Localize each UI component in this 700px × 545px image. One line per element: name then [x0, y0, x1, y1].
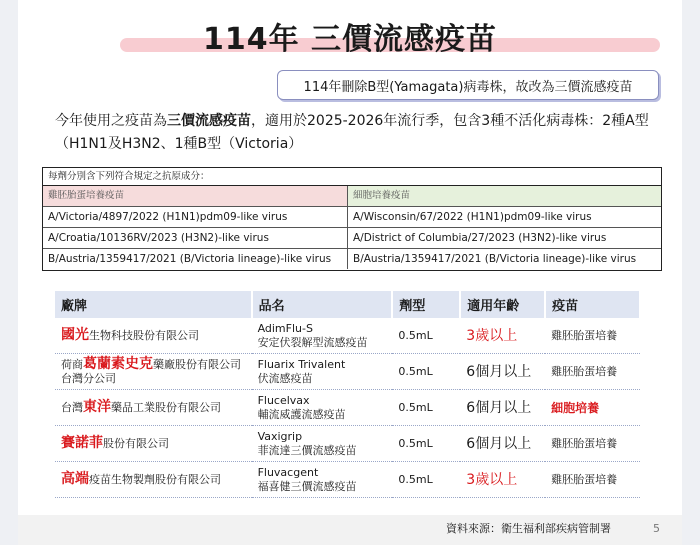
product-cell — [252, 462, 393, 498]
product-zh: 輔流威護流感疫苗 — [257, 407, 346, 421]
intro-text-1: 今年使用之疫苗為 — [55, 113, 167, 129]
vaccine-type-cell: 雞胚胎蛋培養 — [545, 462, 640, 498]
cell-column-header: 細胞培養疫苗 — [348, 186, 661, 207]
brand-highlight: 賽諾菲 — [61, 435, 103, 451]
dose-cell: 0.5mL — [392, 318, 460, 354]
brand-prefix: 荷商 — [61, 358, 83, 371]
intro-text-2: ，適用於2025-2026年流行季，包含3種不活化病毒株：2種A型（H1N1及H3N2、1種B型（Victoria） — [55, 113, 649, 152]
header-brand: 廠牌 — [55, 291, 252, 318]
age-cell: 6個月以上 — [460, 390, 545, 426]
table-row — [55, 318, 640, 354]
table-row — [55, 390, 640, 426]
product-zh: 福喜健三價流感疫苗 — [257, 479, 357, 493]
brand-cell — [55, 354, 252, 390]
header-dose: 劑型 — [392, 291, 460, 318]
egg-column-header: 雞胚胎蛋培養疫苗 — [43, 186, 348, 207]
strain-egg-cell: A/Victoria/4897/2022 (H1N1)pdm09-like virus — [43, 207, 348, 228]
strain-table — [42, 167, 662, 271]
brand-suffix: 疫苗生物製劑股份有限公司 — [89, 473, 221, 486]
brand-suffix: 股份有限公司 — [103, 437, 169, 450]
product-en: AdimFlu-S — [257, 321, 313, 335]
table-row — [55, 354, 640, 390]
table-row — [55, 426, 640, 462]
vaccine-type-cell: 雞胚胎蛋培養 — [545, 354, 640, 390]
strain-cell-cell: B/Austria/1359417/2021 (B/Victoria lineage)-like virus — [353, 253, 637, 265]
product-cell — [252, 354, 393, 390]
brand-highlight: 高端 — [61, 471, 89, 487]
brand-highlight: 東洋 — [83, 399, 111, 415]
product-cell — [252, 426, 393, 462]
left-margin — [0, 0, 18, 545]
brand-suffix: 藥廠股份有限公司台灣分公司 — [61, 358, 241, 385]
right-margin — [682, 0, 700, 545]
dose-cell: 0.5mL — [392, 426, 460, 462]
product-cell — [252, 390, 393, 426]
age-cell: 3歲以上 — [460, 462, 545, 498]
product-zh: 菲流達三價流感疫苗 — [257, 443, 357, 457]
age-cell: 3歲以上 — [460, 318, 545, 354]
product-cell — [252, 318, 393, 354]
brand-highlight: 葛蘭素史克 — [83, 356, 153, 372]
brand-cell — [55, 462, 252, 498]
page-number: 5 — [653, 522, 660, 535]
strain-egg-cell: A/Croatia/10136RV/2023 (H3N2)-like virus — [43, 228, 348, 249]
header-name: 品名 — [252, 291, 393, 318]
header-vaccine: 疫苗 — [545, 291, 640, 318]
vaccine-type-cell: 雞胚胎蛋培養 — [545, 426, 640, 462]
page-title: 114年 三價流感疫苗 — [202, 22, 498, 57]
vaccine-type-cell: 雞胚胎蛋培養 — [545, 318, 640, 354]
strain-grid — [43, 186, 661, 269]
age-cell: 6個月以上 — [460, 354, 545, 390]
brand-suffix: 藥品工業股份有限公司 — [111, 401, 221, 414]
dose-cell: 0.5mL — [392, 354, 460, 390]
age-cell: 6個月以上 — [460, 426, 545, 462]
vaccine-table — [55, 291, 641, 498]
product-zh: 伏流感疫苗 — [257, 371, 313, 385]
brand-cell — [55, 318, 252, 354]
table-row — [55, 462, 640, 498]
strain-cell-cell: A/District of Columbia/27/2023 (H3N2)-like virus — [348, 228, 661, 249]
intro-paragraph — [55, 110, 670, 156]
header-age: 適用年齡 — [460, 291, 545, 318]
strain-egg-cell: B/Austria/1359417/2021 (B/Victoria lineage)-like virus — [43, 249, 348, 269]
product-en: Flucelvax — [257, 393, 310, 407]
strain-cell-cell: A/Wisconsin/67/2022 (H1N1)pdm09-like virus — [348, 207, 661, 228]
product-en: Vaxigrip — [257, 429, 303, 443]
vaccine-table-header — [55, 291, 640, 318]
intro-bold: 三價流感疫苗 — [167, 113, 251, 129]
dose-cell: 0.5mL — [392, 462, 460, 498]
strain-table-header: 每劑分別含下列符合規定之抗原成分： — [43, 168, 661, 186]
dose-cell: 0.5mL — [392, 390, 460, 426]
brand-highlight: 國光 — [61, 327, 89, 343]
brand-suffix: 生物科技股份有限公司 — [89, 329, 199, 342]
brand-prefix: 台灣 — [61, 401, 83, 414]
source-note: 資料來源：衛生福利部疾病管制署 — [446, 522, 611, 535]
product-en: Fluarix Trivalent — [257, 357, 346, 371]
vaccine-type-cell: 細胞培養 — [545, 390, 640, 426]
product-en: Fluvacgent — [257, 465, 319, 479]
product-zh: 安定伏裂解型流感疫苗 — [257, 335, 368, 349]
brand-cell — [55, 390, 252, 426]
note-callout: 114年刪除B型(Yamagata)病毒株，故改為三價流感疫苗 — [277, 70, 659, 100]
brand-cell — [55, 426, 252, 462]
